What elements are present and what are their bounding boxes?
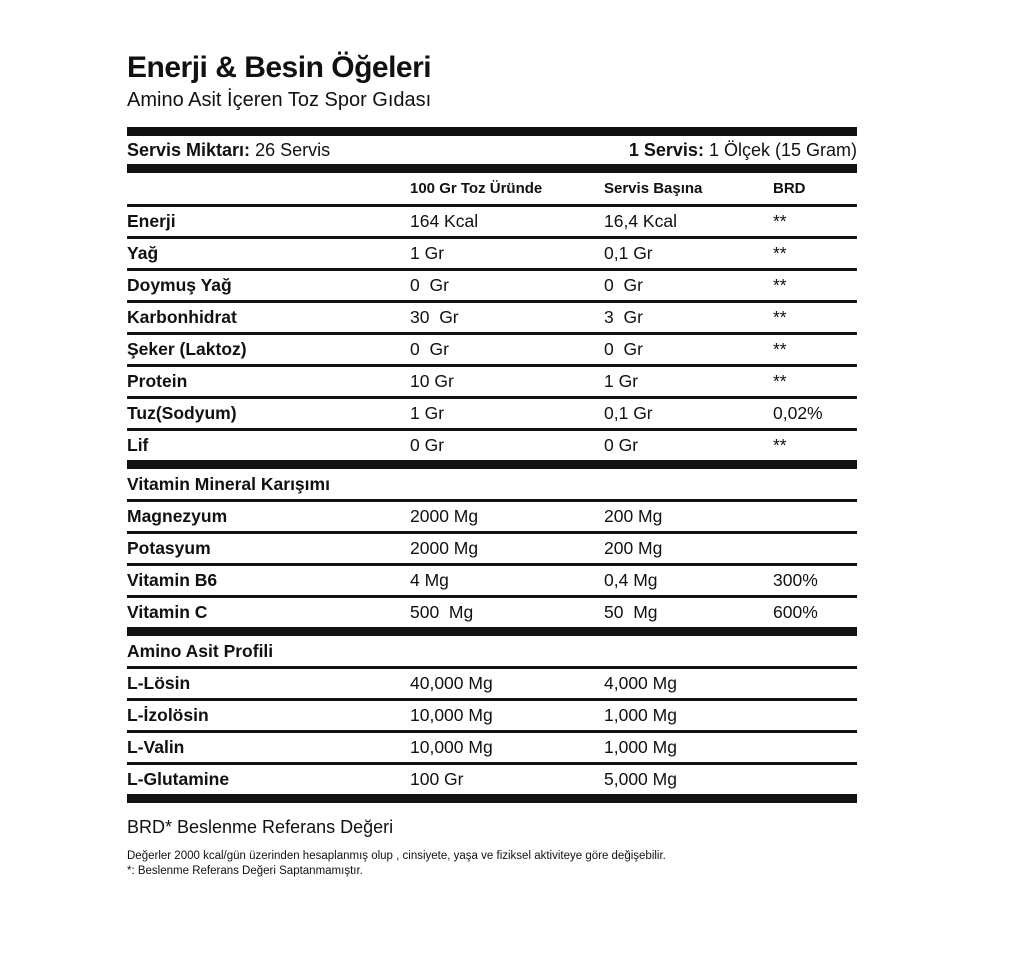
cell-per-100g: 10 Gr <box>410 371 454 391</box>
cell-name: L-Lösin <box>127 673 191 693</box>
table-row <box>127 566 857 595</box>
cell-per-serving: 0,1 Gr <box>604 243 653 263</box>
cell-per-serving: 0 Gr <box>604 275 643 295</box>
cell-brd: ** <box>773 339 787 359</box>
cell-per-serving: 0 Gr <box>604 435 639 455</box>
section-heading-label: Vitamin Mineral Karışımı <box>127 473 330 494</box>
cell-per-serving: 4,000 Mg <box>604 673 677 693</box>
cell-per-serving: 0 Gr <box>604 339 643 359</box>
table-row <box>127 534 857 563</box>
cell-per-100g: 100 Gr <box>410 769 464 789</box>
cell-per-100g: 500 Mg <box>410 602 474 622</box>
table-row <box>127 303 857 332</box>
cell-per-100g: 10,000 Mg <box>410 705 493 725</box>
cell-per-100g: 0 Gr <box>410 435 445 455</box>
column-header-per-serving: Servis Başına <box>604 180 703 197</box>
cell-name: Enerji <box>127 211 176 231</box>
serving-amount <box>127 140 330 161</box>
table-row <box>127 598 857 627</box>
vitamin-rows <box>127 502 857 627</box>
page-subtitle: Amino Asit İçeren Toz Spor Gıdası <box>127 89 432 111</box>
cell-per-serving: 200 Mg <box>604 506 663 526</box>
cell-per-100g: 40,000 Mg <box>410 673 493 693</box>
nutrient-rows <box>127 207 857 460</box>
cell-per-100g: 4 Mg <box>410 570 449 590</box>
table-row <box>127 733 857 762</box>
amino-acid-rows <box>127 669 857 794</box>
cell-name: Karbonhidrat <box>127 307 237 327</box>
table-row <box>127 431 857 460</box>
section-heading-amino-acids <box>127 636 857 666</box>
cell-name: Tuz(Sodyum) <box>127 403 237 423</box>
cell-per-100g: 10,000 Mg <box>410 737 493 757</box>
cell-brd: ** <box>773 371 787 391</box>
cell-name: Doymuş Yağ <box>127 275 232 295</box>
table-row <box>127 335 857 364</box>
cell-brd: ** <box>773 435 787 455</box>
table-row <box>127 239 857 268</box>
divider-thick <box>127 627 857 636</box>
cell-per-serving: 3 Gr <box>604 307 643 327</box>
brd-note: BRD* Beslenme Referans Değeri <box>127 817 394 837</box>
cell-per-100g: 30 Gr <box>410 307 459 327</box>
cell-per-serving: 5,000 Mg <box>604 769 677 789</box>
section-heading-label: Amino Asit Profili <box>127 640 274 661</box>
cell-per-serving: 200 Mg <box>604 538 663 558</box>
cell-name: Magnezyum <box>127 506 228 526</box>
table-header-row <box>127 173 857 204</box>
cell-per-serving: 1,000 Mg <box>604 737 677 757</box>
table-row <box>127 367 857 396</box>
cell-name: Lif <box>127 435 149 455</box>
cell-name: Yağ <box>127 243 159 263</box>
cell-per-100g: 0 Gr <box>410 339 449 359</box>
table-row <box>127 701 857 730</box>
serving-info-row <box>127 136 857 164</box>
cell-per-100g: 0 Gr <box>410 275 449 295</box>
divider-thick <box>127 127 857 136</box>
cell-per-serving: 0,1 Gr <box>604 403 653 423</box>
serving-size-label: 1 Servis: <box>628 139 704 160</box>
divider-thick <box>127 460 857 469</box>
cell-brd: ** <box>773 243 787 263</box>
footer-notes <box>127 815 857 879</box>
cell-per-serving: 0,4 Mg <box>604 570 658 590</box>
cell-brd: ** <box>773 211 787 231</box>
serving-size-value: 1 Ölçek (15 Gram) <box>703 139 857 160</box>
serving-amount-value: 26 Servis <box>250 139 331 160</box>
cell-per-100g: 1 Gr <box>410 403 445 423</box>
cell-per-serving: 50 Mg <box>604 602 658 622</box>
cell-name: L-Glutamine <box>127 769 230 789</box>
cell-per-serving: 1 Gr <box>604 371 639 391</box>
cell-name: Şeker (Laktoz) <box>127 339 247 359</box>
serving-size <box>629 140 857 161</box>
table-row <box>127 399 857 428</box>
footnote-brd: *: Beslenme Referans Değeri Saptanmamıştır. <box>127 865 363 877</box>
cell-name: Potasyum <box>127 538 211 558</box>
cell-per-100g: 2000 Mg <box>410 506 479 526</box>
serving-amount-label: Servis Miktarı: <box>127 139 251 160</box>
cell-name: L-Valin <box>127 737 185 757</box>
cell-brd: 300% <box>773 570 818 590</box>
table-row <box>127 271 857 300</box>
table-row <box>127 502 857 531</box>
page-title: Enerji & Besin Öğeleri <box>127 51 432 84</box>
cell-per-serving: 1,000 Mg <box>604 705 677 725</box>
cell-brd: 600% <box>773 602 818 622</box>
cell-name: Vitamin C <box>127 602 208 622</box>
cell-name: Vitamin B6 <box>127 570 218 590</box>
footnote-values: Değerler 2000 kcal/gün üzerinden hesaplanmış olup , cinsiyete, yaşa ve fiziksel aktiviteye göre değişebilir. <box>127 850 666 862</box>
section-heading-vitamins <box>127 469 857 499</box>
cell-brd: ** <box>773 307 787 327</box>
cell-name: Protein <box>127 371 188 391</box>
cell-brd: ** <box>773 275 787 295</box>
cell-per-serving: 16,4 Kcal <box>604 211 677 231</box>
cell-name: L-İzolösin <box>127 705 209 725</box>
cell-brd: 0,02% <box>773 403 823 423</box>
nutrition-facts-panel <box>127 50 857 879</box>
cell-per-100g: 164 Kcal <box>410 211 479 231</box>
column-header-brd: BRD <box>773 180 806 197</box>
cell-per-100g: 2000 Mg <box>410 538 479 558</box>
table-row <box>127 669 857 698</box>
divider-thick <box>127 794 857 803</box>
cell-per-100g: 1 Gr <box>410 243 445 263</box>
column-header-per-100g: 100 Gr Toz Üründe <box>410 180 543 197</box>
table-row <box>127 765 857 794</box>
table-row <box>127 207 857 236</box>
divider-thick <box>127 164 857 173</box>
